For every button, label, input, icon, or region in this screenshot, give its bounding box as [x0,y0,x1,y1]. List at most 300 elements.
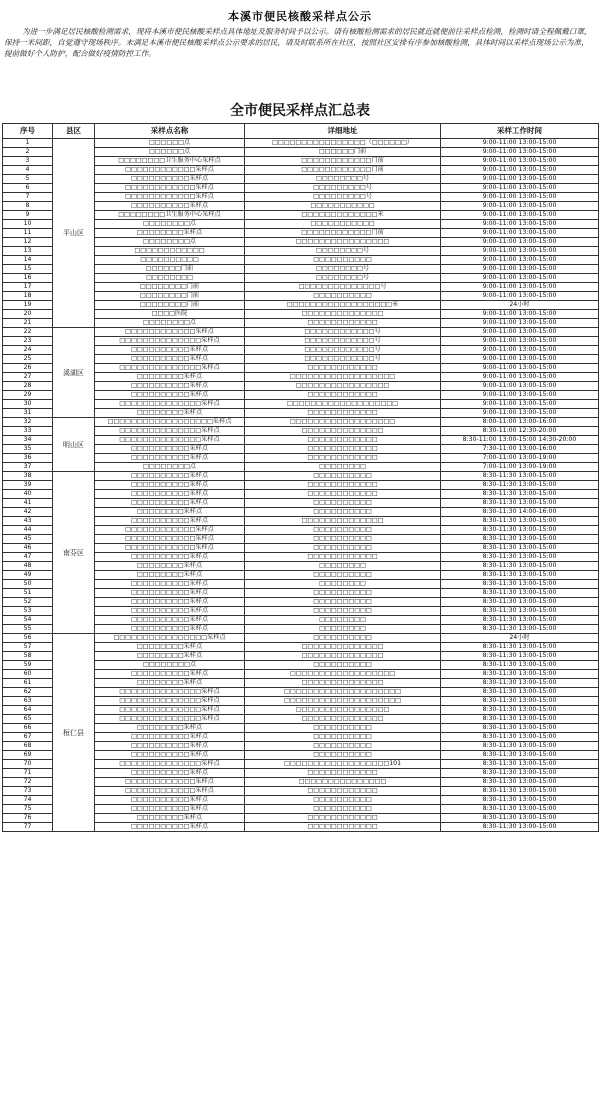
cell-address: □□□□□□□□□□□□□□□□□□ [245,670,441,679]
notice [0,0,600,71]
cell-hours: 9:00-11:00 13:00-15:00 [441,166,599,175]
cell-index: 13 [3,247,53,256]
cell-index: 49 [3,571,53,580]
cell-site-name: □□□□□□□□□□□□采样点 [95,535,245,544]
cell-district: 溪湖区 [53,328,95,418]
cell-index: 40 [3,490,53,499]
cell-address: □□□□□□□□□□□□ [245,409,441,418]
cell-site-name: □□□□□□□□□□采样点 [95,445,245,454]
cell-address: □□□□□□□□□□□□ [245,490,441,499]
cell-hours: 8:30-11:30 13:00-15:00 [441,733,599,742]
cell-index: 58 [3,652,53,661]
cell-address: □□□□□□□□□□□□□□ [245,652,441,661]
cell-site-name: □□□□□□□□采样点 [95,724,245,733]
cell-hours: 9:00-11:00 13:00-15:00 [441,292,599,301]
cell-index: 5 [3,175,53,184]
cell-site-name: □□□□□□□□□□采样点 [95,355,245,364]
cell-hours: 8:30-11:30 13:00-15:00 [441,778,599,787]
cell-index: 29 [3,391,53,400]
cell-hours: 7:00-11:00 13:00-19:00 [441,463,599,472]
cell-hours: 9:00-11:00 13:00-15:00 [441,409,599,418]
cell-address: □□□□□□□□□□□□□□□□ [245,382,441,391]
cell-index: 72 [3,778,53,787]
cell-site-name: □□□□□□□□卫生服务中心采样点 [95,157,245,166]
cell-hours: 8:30-11:30 13:00-15:00 [441,796,599,805]
cell-site-name: □□□□□□□□□□采样点 [95,670,245,679]
cell-site-name: □□□□□□□□采样点 [95,814,245,823]
cell-index: 54 [3,616,53,625]
cell-address: □□□□□□□□□□□□□□ [245,643,441,652]
cell-address: □□□□□□□□□□ [245,742,441,751]
cell-address: □□□□□□□□□□ [245,571,441,580]
cell-site-name: □□□□□□□□□□□□采样点 [95,778,245,787]
cell-site-name: □□□□□□□□□□采样点 [95,472,245,481]
cell-site-name: □□□□□□□□□□□□□□□□□□采样点 [95,418,245,427]
header-site-name: 采样点名称 [95,124,245,139]
cell-address: □□□□□□□□□□□□□□ [245,427,441,436]
cell-index: 76 [3,814,53,823]
cell-address: □□□□□□□□□□□□门前 [245,229,441,238]
cell-hours: 9:00-11:00 13:00-15:00 [441,238,599,247]
cell-index: 47 [3,553,53,562]
cell-index: 37 [3,463,53,472]
cell-site-name: □□□□□□点 [95,148,245,157]
cell-index: 1 [3,139,53,148]
cell-site-name: □□□□□□□□□□□□□□采样点 [95,688,245,697]
table-row [3,328,599,337]
cell-hours: 8:30-11:30 13:00-15:00 [441,652,599,661]
cell-site-name: □□□□□□□□□□□□采样点 [95,166,245,175]
cell-district: 南芬区 [53,472,95,634]
cell-site-name: □□□□□□□□卫生服务中心采样点 [95,211,245,220]
cell-site-name: □□□□□□□□□□□□□□□□采样点 [95,634,245,643]
cell-address: □□□□□□□□□□□□ [245,814,441,823]
cell-hours: 8:30-11:30 13:00-15:00 [441,688,599,697]
cell-index: 36 [3,454,53,463]
cell-index: 44 [3,526,53,535]
cell-index: 24 [3,346,53,355]
cell-site-name: □□□□□□□□□□采样点 [95,454,245,463]
cell-address: □□□□□□□□□□ [245,796,441,805]
cell-address: □□□□□□□□□□□□□□□□□□□□ [245,688,441,697]
cell-address: □□□□□□□□□□□□ [245,319,441,328]
cell-address: □□□□□□□□□□□□□□□□□□□ [245,400,441,409]
cell-address: □□□□□□□□□□□□ [245,481,441,490]
cell-index: 43 [3,517,53,526]
cell-site-name: □□□□□□□□□□采样点 [95,391,245,400]
cell-index: 32 [3,418,53,427]
cell-hours: 8:30-11:00 12:30-20:00 [441,427,599,436]
document-title: 全市便民采样点汇总表 [230,103,370,119]
cell-address: □□□□□□□□□□□□ [245,445,441,454]
cell-address: □□□□□□□□号 [245,274,441,283]
cell-address: □□□□□□□□号 [245,265,441,274]
cell-index: 8 [3,202,53,211]
cell-site-name: □□□□□□□□□□采样点 [95,607,245,616]
cell-site-name: □□□□□□□□□□采样点 [95,499,245,508]
cell-address: □□□□□□□□□□□□ [245,553,441,562]
cell-index: 33 [3,427,53,436]
cell-index: 68 [3,742,53,751]
cell-index: 3 [3,157,53,166]
cell-index: 18 [3,292,53,301]
cell-site-name: □□□□□□□□采样点 [95,571,245,580]
cell-hours: 9:00-11:00 13:00-15:00 [441,283,599,292]
cell-address: □□□□□□□□□□ [245,661,441,670]
cell-hours: 9:00-11:00 13:00-15:00 [441,391,599,400]
cell-index: 19 [3,301,53,310]
cell-site-name: □□□□□□□□点 [95,238,245,247]
cell-hours: 8:30-11:30 13:00-15:00 [441,526,599,535]
cell-index: 52 [3,598,53,607]
cell-address: □□□□□□□□□□□□ [245,454,441,463]
cell-index: 51 [3,589,53,598]
cell-hours: 8:30-11:30 13:00-15:00 [441,742,599,751]
cell-hours: 8:30-11:30 13:00-15:00 [441,517,599,526]
cell-address: □□□□□□□□□□ [245,499,441,508]
cell-hours: 9:00-11:00 13:00-15:00 [441,373,599,382]
cell-site-name: □□□□□□点 [95,139,245,148]
cell-address: □□□□□□□□□□ [245,607,441,616]
cell-index: 57 [3,643,53,652]
cell-address: □□□□□□□□号 [245,175,441,184]
cell-address: □□□□□□□□□□□□ [245,787,441,796]
cell-site-name: □□□□□□□□□□□□采样点 [95,526,245,535]
cell-hours: 9:00-11:00 13:00-15:00 [441,220,599,229]
cell-site-name: □□□□□□□□□□□□采样点 [95,328,245,337]
cell-index: 14 [3,256,53,265]
cell-address: □□□□□□□□□□□□□□ [245,310,441,319]
cell-index: 70 [3,760,53,769]
cell-hours: 9:00-11:00 13:00-15:00 [441,400,599,409]
cell-site-name: □□□□□□□□□□采样点 [95,823,245,832]
cell-address: □□□□□□□□□□□□号 [245,355,441,364]
cell-site-name: □□□□□□门前 [95,265,245,274]
cell-site-name: □□□□□□□□□□采样点 [95,580,245,589]
cell-address: □□□□□□□□□□□□□□□□□□米 [245,301,441,310]
table-body [3,139,599,832]
cell-hours: 9:00-11:00 13:00-15:00 [441,355,599,364]
cell-index: 56 [3,634,53,643]
cell-address: □□□□□□□□□□ [245,472,441,481]
cell-index: 55 [3,625,53,634]
cell-address: □□□□□□□□□□□□□米 [245,211,441,220]
cell-site-name: □□□□□□□□□□□□□□采样点 [95,364,245,373]
cell-site-name: □□□□□□□□□□采样点 [95,490,245,499]
cell-hours: 8:30-11:30 13:00-15:00 [441,751,599,760]
cell-hours: 9:00-11:00 13:00-15:00 [441,346,599,355]
cell-hours: 7:00-11:00 13:00-19:00 [441,454,599,463]
cell-district: 明山区 [53,418,95,472]
cell-site-name: □□□□□□□□□□采样点 [95,517,245,526]
cell-hours: 8:30-11:00 13:00-15:00 14:30-20:00 [441,436,599,445]
cell-hours: 8:30-11:30 13:00-15:00 [441,571,599,580]
cell-hours: 9:00-11:00 13:00-15:00 [441,382,599,391]
cell-hours: 8:30-11:30 13:00-15:00 [441,823,599,832]
cell-address: □□□□□□□□ [245,562,441,571]
cell-index: 6 [3,184,53,193]
cell-site-name: □□□□□□□□□□采样点 [95,598,245,607]
cell-address: □□□□□□□□□□□□号 [245,337,441,346]
cell-hours: 8:30-11:30 13:00-15:00 [441,706,599,715]
sampling-points-table [2,123,599,832]
cell-index: 41 [3,499,53,508]
cell-hours: 9:00-11:00 13:00-15:00 [441,229,599,238]
cell-index: 63 [3,697,53,706]
cell-hours: 8:30-11:30 13:00-15:00 [441,814,599,823]
cell-index: 77 [3,823,53,832]
cell-site-name: □□□□□□□□□□采样点 [95,553,245,562]
cell-hours: 9:00-11:00 13:00-15:00 [441,202,599,211]
cell-index: 35 [3,445,53,454]
cell-index: 42 [3,508,53,517]
cell-site-name: □□□□□□□□□□□□□□采样点 [95,706,245,715]
cell-site-name: □□□□□□□□点 [95,661,245,670]
cell-site-name: □□□□□□□□□□□□采样点 [95,544,245,553]
cell-hours: 7:30-11:00 13:00-16:00 [441,445,599,454]
cell-hours: 9:00-11:00 13:00-15:00 [441,364,599,373]
cell-address: □□□□□□□□□□□□□□□□□□ [245,418,441,427]
cell-address: □□□□□□□□□□□□□□□ [245,778,441,787]
cell-address: □□□□□□□□□□□□ [245,364,441,373]
cell-index: 65 [3,715,53,724]
cell-index: 38 [3,472,53,481]
cell-address: □□□□□□□□□□ [245,805,441,814]
cell-hours: 8:30-11:30 14:00-16:00 [441,508,599,517]
cell-hours: 8:30-11:30 13:00-15:00 [441,607,599,616]
cell-hours: 8:30-11:30 13:00-15:00 [441,562,599,571]
cell-site-name: □□□□□□□□□□采样点 [95,382,245,391]
cell-address: □□□□□□□□□□ [245,598,441,607]
header-district: 县区 [53,124,95,139]
cell-index: 46 [3,544,53,553]
cell-index: 73 [3,787,53,796]
cell-address: □□□□□□□□□□□□□□□□□□□□ [245,697,441,706]
cell-site-name: □□□□□□□□采样点 [95,643,245,652]
cell-site-name: □□□□□□□□□□采样点 [95,481,245,490]
cell-index: 30 [3,400,53,409]
cell-site-name: □□□□□□□□□□采样点 [95,175,245,184]
cell-index: 64 [3,706,53,715]
cell-index: 22 [3,328,53,337]
cell-site-name: □□□□□□□□□□采样点 [95,589,245,598]
table-row [3,472,599,481]
cell-hours: 8:30-11:30 13:00-15:00 [441,661,599,670]
cell-hours: 8:30-11:30 13:00-15:00 [441,697,599,706]
cell-hours: 9:00-11:00 13:00-15:00 [441,265,599,274]
cell-address: □□□□□□□□□□ [245,292,441,301]
table-row [3,418,599,427]
cell-index: 61 [3,679,53,688]
cell-address: □□□□□□□□ [245,463,441,472]
cell-site-name: □□□□医院 [95,310,245,319]
cell-site-name: □□□□□□□□□□□□□□采样点 [95,760,245,769]
cell-site-name: □□□□□□□□门前 [95,283,245,292]
cell-address: □□□□□□□□号 [245,247,441,256]
header-address: 详细地址 [245,124,441,139]
table-wrapper [0,123,600,832]
cell-hours: 9:00-11:00 13:00-15:00 [441,247,599,256]
cell-site-name: □□□□□□□□□□采样点 [95,202,245,211]
notice-title: 本溪市便民核酸采样点公示 [228,10,372,23]
cell-index: 59 [3,661,53,670]
cell-address: □□□□□□□□□□□□□□ [245,715,441,724]
cell-site-name: □□□□□□□□采样点 [95,508,245,517]
table-header [3,124,599,139]
cell-site-name: □□□□□□□□□□ [95,256,245,265]
cell-site-name: □□□□□□□□□□□□采样点 [95,193,245,202]
cell-address: □□□□□□□□ [245,616,441,625]
cell-address: □□□□□□□□□□ [245,508,441,517]
cell-hours: 8:30-11:30 13:00-15:00 [441,553,599,562]
cell-index: 67 [3,733,53,742]
cell-site-name: □□□□□□□□□□采样点 [95,805,245,814]
cell-address: □□□□□□□□ [245,580,441,589]
cell-index: 71 [3,769,53,778]
cell-hours: 8:30-11:30 13:00-15:00 [441,472,599,481]
header-index: 序号 [3,124,53,139]
cell-index: 23 [3,337,53,346]
cell-site-name: □□□□□□□□采样点 [95,373,245,382]
cell-address: □□□□□□□□□□□□ [245,391,441,400]
cell-hours: 8:30-11:30 13:00-15:00 [441,670,599,679]
cell-site-name: □□□□□□□□采样点 [95,679,245,688]
cell-hours: 8:30-11:30 13:00-15:00 [441,499,599,508]
cell-hours: 24小时 [441,634,599,643]
cell-index: 20 [3,310,53,319]
cell-district: 平山区 [53,139,95,328]
cell-index: 15 [3,265,53,274]
cell-site-name: □□□□□□□□□□采样点 [95,346,245,355]
cell-hours: 9:00-11:00 13:00-15:00 [441,148,599,157]
cell-index: 48 [3,562,53,571]
cell-address: □□□□□□□□□□ [245,256,441,265]
cell-site-name: □□□□□□□□□□采样点 [95,616,245,625]
cell-hours: 8:30-11:30 13:00-15:00 [441,724,599,733]
cell-index: 53 [3,607,53,616]
cell-address: □□□□□□□□□□□□□□ [245,679,441,688]
cell-site-name: □□□□□□□□□□□□采样点 [95,787,245,796]
cell-hours: 9:00-11:00 13:00-15:00 [441,175,599,184]
cell-index: 21 [3,319,53,328]
cell-hours: 24小时 [441,301,599,310]
cell-hours: 8:30-11:30 13:00-15:00 [441,715,599,724]
cell-index: 12 [3,238,53,247]
spacer [0,71,600,99]
cell-index: 28 [3,382,53,391]
cell-index: 7 [3,193,53,202]
cell-hours: 9:00-11:00 13:00-15:00 [441,211,599,220]
cell-address: □□□□□□□□□□ [245,535,441,544]
header-hours: 采样工作时间 [441,124,599,139]
cell-site-name: □□□□□□□□采样点 [95,652,245,661]
cell-index: 74 [3,796,53,805]
cell-hours: 9:00-11:00 13:00-15:00 [441,310,599,319]
cell-site-name: □□□□□□□□点 [95,220,245,229]
cell-hours: 9:00-11:00 13:00-15:00 [441,256,599,265]
cell-address: □□□□□□□□□□ [245,724,441,733]
cell-site-name: □□□□□□□□□□□□□□采样点 [95,697,245,706]
cell-hours: 8:30-11:30 13:00-15:00 [441,580,599,589]
cell-address: □□□□□□□□□□□□□□号 [245,283,441,292]
cell-site-name: □□□□□□□□采样点 [95,409,245,418]
table-row [3,634,599,643]
cell-hours: 8:30-11:30 13:00-15:00 [441,535,599,544]
cell-hours: 8:30-11:30 13:00-15:00 [441,544,599,553]
cell-index: 45 [3,535,53,544]
notice-body: 为进一步满足居民核酸检测需求，现将本溪市便民核酸采样点具体地址及服务时间予以公示。请有核酸检测需求的居民就近就便前往采样点检测，检测时请全程佩戴口罩，保持一米间距，自觉遵守现场秩序。未满足本溪市便民核酸采样点公示要求的居民，请及时联系所在社区，按照社区安排有序参加核酸检测，具体时间以采样点现场公示为准，提前做好个人防护，配合做好疫情防控工作。 [4,27,592,58]
cell-address: □□□□□□□□□□□□□□□□□□ [245,373,441,382]
cell-site-name: □□□□□□□□□□□□□□采样点 [95,436,245,445]
cell-address: □□□□□□□□□□□□门前 [245,157,441,166]
cell-index: 39 [3,481,53,490]
cell-site-name: □□□□□□□□□□采样点 [95,733,245,742]
cell-index: 9 [3,211,53,220]
cell-site-name: □□□□□□□□□□采样点 [95,769,245,778]
cell-index: 60 [3,670,53,679]
cell-hours: 8:30-11:30 13:00-15:00 [441,490,599,499]
cell-address: □□□□□□门前 [245,148,441,157]
cell-hours: 9:00-11:00 13:00-15:00 [441,193,599,202]
cell-site-name: □□□□□□□□□□采样点 [95,796,245,805]
cell-address: □□□□□□□□□□□□□□□□□□101 [245,760,441,769]
cell-index: 75 [3,805,53,814]
cell-site-name: □□□□□□□□ [95,274,245,283]
cell-district: 桓仁县 [53,634,95,832]
cell-hours: 8:30-11:30 13:00-15:00 [441,625,599,634]
cell-site-name: □□□□□□□□点 [95,463,245,472]
cell-hours: 8:30-11:30 13:00-15:00 [441,643,599,652]
cell-hours: 8:00-11:00 13:00-16:00 [441,418,599,427]
cell-hours: 8:30-11:30 13:00-15:00 [441,760,599,769]
cell-site-name: □□□□□□□□□□□□采样点 [95,184,245,193]
cell-index: 10 [3,220,53,229]
cell-address: □□□□□□□□ [245,625,441,634]
cell-address: □□□□□□□□□□□□ [245,769,441,778]
cell-index: 34 [3,436,53,445]
cell-hours: 8:30-11:30 13:00-15:00 [441,787,599,796]
cell-site-name: □□□□□□□□□□□□ [95,247,245,256]
cell-address: □□□□□□□□□□□□ [245,436,441,445]
cell-hours: 8:30-11:30 13:00-15:00 [441,598,599,607]
cell-address: □□□□□□□□□□□□□□ [245,517,441,526]
cell-address: □□□□□□□□□□ [245,751,441,760]
cell-site-name: □□□□□□□□门前 [95,292,245,301]
cell-index: 26 [3,364,53,373]
cell-site-name: □□□□□□□□□□□□□□采样点 [95,400,245,409]
cell-hours: 8:30-11:30 13:00-15:00 [441,616,599,625]
cell-hours: 9:00-11:00 13:00-15:00 [441,139,599,148]
cell-index: 31 [3,409,53,418]
cell-address: □□□□□□□□□□ [245,589,441,598]
cell-hours: 9:00-11:00 13:00-15:00 [441,319,599,328]
cell-site-name: □□□□□□□□□□采样点 [95,751,245,760]
cell-site-name: □□□□□□□□采样点 [95,562,245,571]
cell-hours: 8:30-11:30 13:00-15:00 [441,481,599,490]
cell-address: □□□□□□□□□□□ [245,202,441,211]
cell-hours: 8:30-11:30 13:00-15:00 [441,769,599,778]
cell-index: 50 [3,580,53,589]
cell-address: □□□□□□□□□□□ [245,220,441,229]
cell-index: 25 [3,355,53,364]
cell-site-name: □□□□□□□□□□□□□□采样点 [95,337,245,346]
cell-address: □□□□□□□□□号 [245,184,441,193]
cell-hours: 9:00-11:00 13:00-15:00 [441,337,599,346]
cell-index: 2 [3,148,53,157]
cell-address: □□□□□□□□□号 [245,193,441,202]
cell-site-name: □□□□□□□□□□采样点 [95,742,245,751]
cell-address: □□□□□□□□□□□□ [245,823,441,832]
